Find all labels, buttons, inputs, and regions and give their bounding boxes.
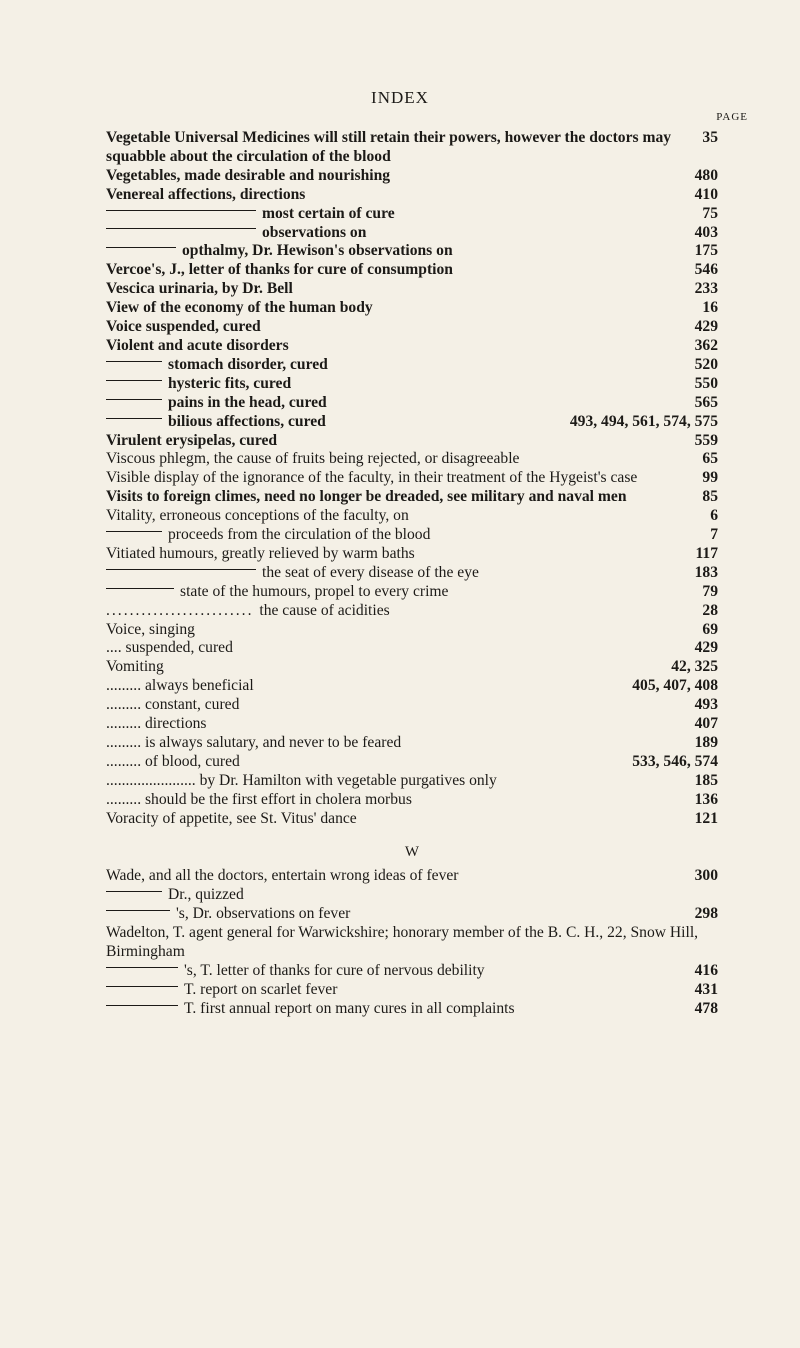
- index-entry: Vomiting 42, 325: [106, 658, 718, 676]
- index-entry: Virulent erysipelas, cured 559: [106, 431, 718, 449]
- index-entry: proceeds from the circulation of the blood 7: [106, 526, 718, 545]
- ditto-dash: [106, 569, 256, 570]
- ditto-dots: .........: [106, 677, 145, 695]
- ditto-dots: .........: [106, 790, 145, 808]
- ditto-dots: .........: [106, 715, 145, 733]
- ditto-dash: [106, 1005, 178, 1006]
- ditto-dash: [106, 531, 162, 532]
- page-column-label: PAGE: [716, 111, 748, 123]
- index-entry: Vercoe's, J., letter of thanks for cure of consumption 546: [106, 261, 718, 279]
- index-entry: most certain of cure 75: [106, 205, 718, 224]
- ditto-dash: [106, 967, 178, 968]
- index-entry: 's, Dr. observations on fever 298: [106, 905, 718, 924]
- index-entry: state of the humours, propel to every crime 79: [106, 583, 718, 602]
- index-entry: ......... is always salutary, and never to be feared 189: [106, 734, 718, 751]
- index-entry: ....................... by Dr. Hamilton with vegetable purgatives only 185: [106, 771, 718, 789]
- index-entry: Vescica urinaria, by Dr. Bell 233: [106, 280, 718, 298]
- ditto-dash: [106, 228, 256, 229]
- ditto-dash: [106, 588, 174, 589]
- ditto-dash: [106, 910, 170, 911]
- ditto-dash: [106, 891, 162, 892]
- index-entry: stomach disorder, cured 520: [106, 356, 718, 375]
- index-entry: Wade, and all the doctors, entertain wrong ideas of fever 300: [106, 867, 718, 885]
- index-entry: Violent and acute disorders 362: [106, 336, 718, 354]
- index-entry: Vegetable Universal Medicines will still retain their powers, however the doctors may squabble about the circulation of the blood 35: [106, 129, 718, 165]
- index-entry: Wadelton, T. agent general for Warwickshire; honorary member of the B. C. H., 22, Snow Hill, Birmingham: [106, 924, 699, 961]
- index-entry: pains in the head, cured 565: [106, 394, 718, 413]
- ditto-dots: .........................: [106, 601, 260, 619]
- ditto-dots: .........: [106, 696, 145, 714]
- index-entries: [106, 129, 718, 1019]
- index-entry: Venereal affections, directions 410: [106, 185, 718, 203]
- index-entry: ......... always beneficial 405, 407, 408: [106, 677, 718, 695]
- index-entry: bilious affections, cured 493, 494, 561, 574, 575: [106, 413, 718, 432]
- index-entry: opthalmy, Dr. Hewison's observations on 175: [106, 242, 718, 261]
- index-entry: Dr., quizzed: [106, 886, 718, 905]
- ditto-dash: [106, 361, 162, 362]
- index-entry: Viscous phlegm, the cause of fruits being rejected, or disagreeable 65: [106, 450, 718, 468]
- index-entry: T. report on scarlet fever 431: [106, 981, 718, 1000]
- index-entry: Voice suspended, cured 429: [106, 318, 718, 336]
- index-entry: 's, T. letter of thanks for cure of nervous debility 416: [106, 962, 718, 981]
- index-entry: Voracity of appetite, see St. Vitus' dance 121: [106, 809, 718, 827]
- index-entry: T. first annual report on many cures in all complaints 478: [106, 1000, 718, 1019]
- index-entry: Vitality, erroneous conceptions of the faculty, on 6: [106, 507, 718, 525]
- index-entry: ......... directions 407: [106, 715, 718, 733]
- ditto-dash: [106, 210, 256, 211]
- index-entry: the seat of every disease of the eye 183: [106, 564, 718, 583]
- ditto-dash: [106, 986, 178, 987]
- index-entry: Visible display of the ignorance of the faculty, in their treatment of the Hygeist's case 99: [106, 469, 718, 487]
- index-entry: ......................... the cause of acidities 28: [106, 601, 718, 619]
- index-entry: ......... of blood, cured 533, 546, 574: [106, 752, 718, 770]
- index-entry: Voice, singing 69: [106, 620, 718, 638]
- ditto-dash: [106, 380, 162, 381]
- ditto-dots: .........: [106, 752, 145, 770]
- section-letter: W: [404, 843, 420, 860]
- ditto-dash: [106, 418, 162, 419]
- index-entry: View of the economy of the human body 16: [106, 299, 718, 317]
- index-entry: .... suspended, cured 429: [106, 639, 718, 657]
- ditto-dots: .........: [106, 734, 145, 751]
- index-entry: Vegetables, made desirable and nourishing 480: [106, 166, 718, 184]
- index-entry: Visits to foreign climes, need no longer be dreaded, see military and naval men 85: [106, 488, 718, 506]
- index-entry: Vitiated humours, greatly relieved by warm baths 117: [106, 544, 718, 562]
- ditto-dots: .......................: [106, 771, 200, 789]
- page-title: INDEX: [371, 88, 429, 107]
- ditto-dash: [106, 247, 176, 248]
- ditto-dots: ....: [106, 639, 126, 657]
- index-entry: observations on 403: [106, 224, 718, 243]
- ditto-dash: [106, 399, 162, 400]
- index-entry: hysteric fits, cured 550: [106, 375, 718, 394]
- index-entry: ......... constant, cured 493: [106, 696, 718, 714]
- index-entry: ......... should be the first effort in cholera morbus 136: [106, 790, 718, 808]
